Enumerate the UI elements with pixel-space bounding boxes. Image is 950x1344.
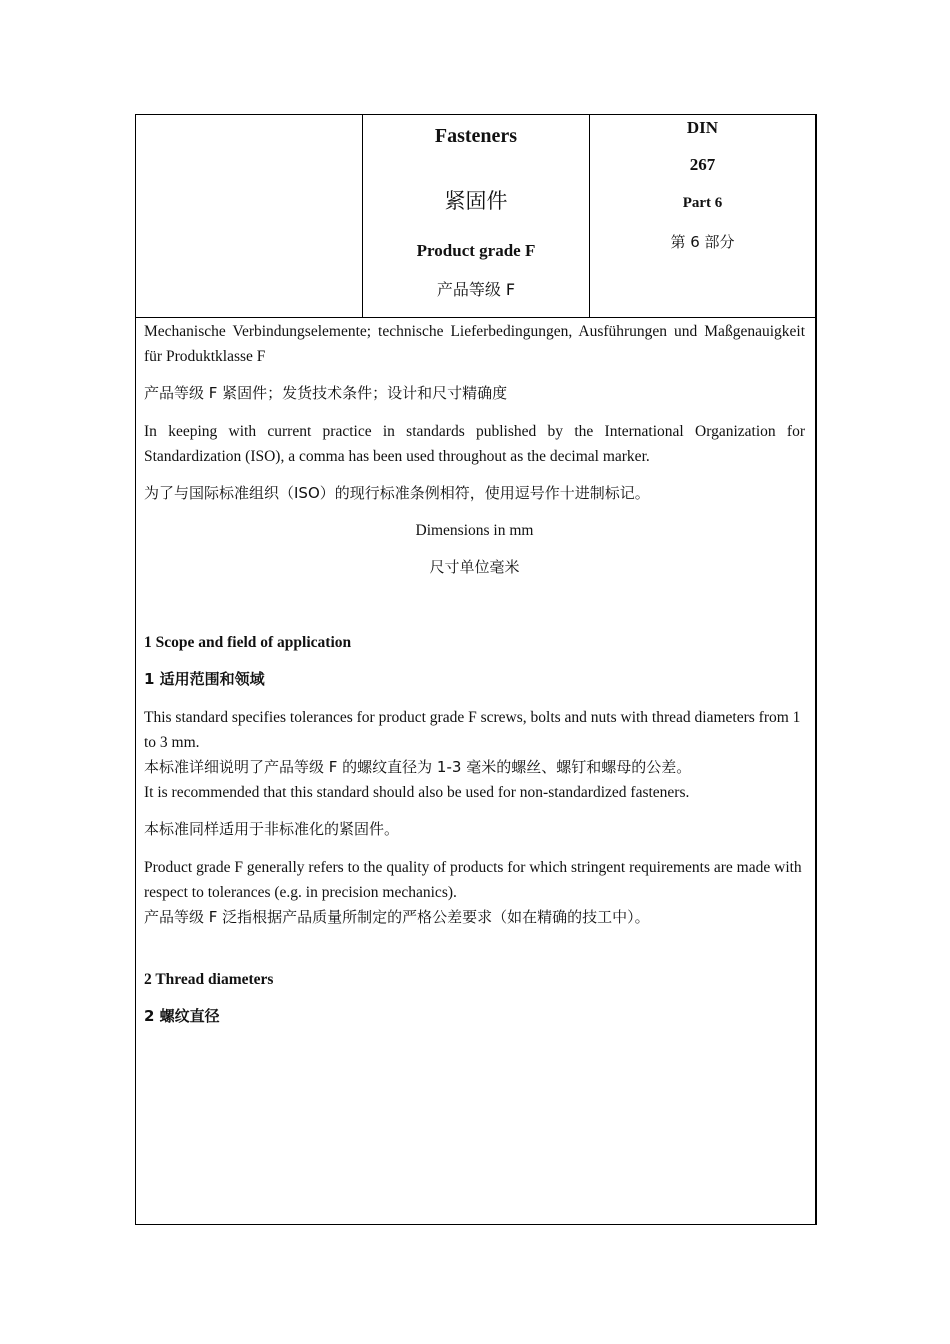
grade-zh: 产品等级 F: [436, 280, 516, 299]
section1-p1-zh: 本标准详细说明了产品等级 F 的螺纹直径为 1-3 毫米的螺丝、螺钉和螺母的公差。: [144, 758, 692, 776]
section1-p3-en: Product grade F generally refers to the quality of products for which stringent requirements are made with respect to tolerances (e.g. in precision mechanics).: [144, 859, 802, 901]
iso-note-zh: 为了与国际标准组织（ISO）的现行标准条例相符，使用逗号作十进制标记。: [144, 484, 650, 502]
grade-en: Product grade F: [416, 241, 536, 260]
section2-heading-en: 2 Thread diameters: [144, 971, 274, 988]
iso-note-en: In keeping with current practice in standards published by the International Organization for Standardization (ISO), a comma has been used throughout as the decimal marker.: [144, 423, 805, 465]
intro-german-title: Mechanische Verbindungselemente; technische Lieferbedingungen, Ausführungen und Maßgenauigkeit für Produktklasse F: [144, 323, 805, 365]
header-title-cell: [363, 115, 590, 317]
section1-p1-en: This standard specifies tolerances for product grade F screws, bolts and nuts with thread diameters from 1 to 3 mm.: [144, 709, 801, 751]
section1-p2-zh: 本标准同样适用于非标准化的紧固件。: [144, 820, 400, 838]
section2-heading-zh: 2 螺纹直径: [144, 1007, 220, 1025]
title-zh: 紧固件: [444, 189, 508, 213]
intro-chinese-title: 产品等级 F 紧固件；发货技术条件；设计和尺寸精确度: [144, 384, 508, 402]
header-standard-cell: [590, 115, 815, 317]
section1-heading-en: 1 Scope and field of application: [144, 634, 352, 651]
standard-number: 267: [689, 155, 716, 174]
title-en: Fasteners: [434, 125, 518, 147]
dimensions-en: Dimensions in mm: [415, 522, 534, 539]
section1-p3-zh: 产品等级 F 泛指根据产品质量所制定的严格公差要求（如在精确的技工中）。: [144, 908, 650, 926]
section1-p2-en: It is recommended that this standard should also be used for non-standardized fasteners.: [144, 784, 690, 801]
part-en: Part 6: [682, 195, 723, 211]
document-frame: [135, 114, 817, 1225]
standard-name: DIN: [686, 118, 719, 137]
header-table: [136, 115, 815, 318]
section1-heading-zh: 1 适用范围和领域: [144, 670, 265, 688]
part-zh: 第 6 部分: [670, 233, 735, 251]
header-blank-cell: [136, 115, 363, 317]
dimensions-zh: 尺寸单位毫米: [429, 558, 520, 576]
